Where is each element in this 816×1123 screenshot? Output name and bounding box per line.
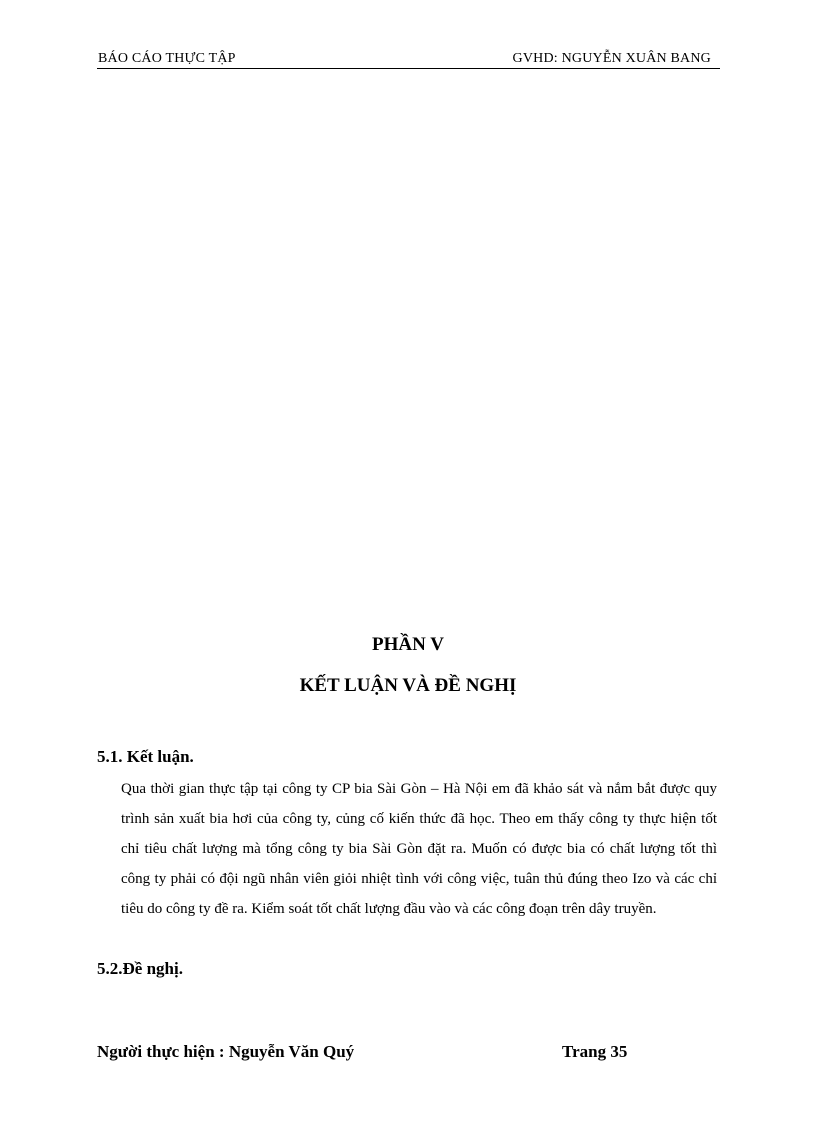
footer-page-number: Trang 35 [562,1042,628,1061]
header-supervisor: GVHD: NGUYỄN XUÂN BANG [512,51,711,66]
page-header [97,49,720,69]
header-report-title: BÁO CÁO THỰC TẬP [98,51,236,66]
section-heading-recommendation: 5.2.Đề nghị. [97,959,183,978]
conclusion-paragraph: Qua thời gian thực tập tại công ty CP bia Sài Gòn – Hà Nội em đã khảo sát và nắm bắt được quy trình sản xuất bia hơi của công ty, củng cố kiến thức đã học. Theo em thấy công ty thực hiện tốt chỉ tiêu chất lượng mà tổng công ty bia Sài Gòn đặt ra. Muốn có được bia có chất lượng tốt thì công ty phải có đội ngũ nhân viên giỏi nhiệt tình với công việc, tuân thủ đúng theo Izo và các chỉ tiêu do công ty đề ra. Kiểm soát tốt chất lượng đầu vào và các công đoạn trên dây truyền. [121,781,717,917]
section-heading-conclusion: 5.1. Kết luận. [97,747,194,766]
part-number: PHẦN V [372,634,444,655]
footer-author: Người thực hiện : Nguyễn Văn Quý [97,1042,355,1061]
part-title: KẾT LUẬN VÀ ĐỀ NGHỊ [299,675,517,696]
